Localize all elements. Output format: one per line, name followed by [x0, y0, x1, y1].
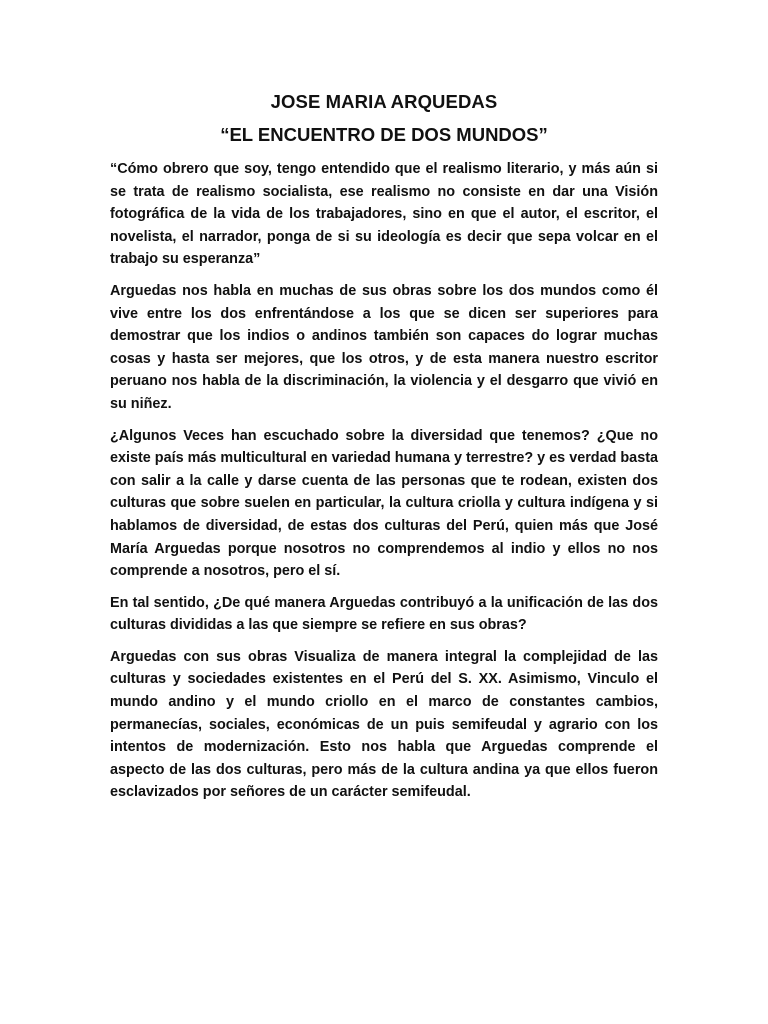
- quote-paragraph: “Cómo obrero que soy, tengo entendido que el realismo literario, y más aún si se trata de realismo socialista, ese realismo no consiste en dar una Visión fotográfica de la vida de los trabajadores, sino en que el autor, el escritor, el novelista, el narrador, ponga de si su ideología es decir que sepa volcar en el trabajo su esperanza”: [110, 161, 658, 268]
- body-paragraph-4: Arguedas con sus obras Visualiza de manera integral la complejidad de las culturas y sociedades existentes en el Perú del S. XX. Asimismo, Vinculo el mundo andino y el mundo criollo en el marco de constantes cambios, permanecías, sociales, económicas de un puis semifeudal y agrario con los intentos de modernización. Esto nos habla que Arguedas comprende el aspecto de las dos culturas, pero más de la cultura andina ya que ellos fueron esclavizados por señores de un carácter semifeudal.: [110, 648, 658, 801]
- document-title: JOSE MARIA ARQUEDAS: [270, 91, 498, 112]
- body-paragraph-2: ¿Algunos Veces han escuchado sobre la diversidad que tenemos? ¿Que no existe país más multicultural en variedad humana y terrestre? y es verdad basta con salir a la calle y darse cuenta de las personas que te rodean, existen dos culturas que sobre suelen en particular, la cultura criolla y cultura indígena y si hablamos de diversidad, de estas dos culturas del Perú, quien más que José María Arguedas porque nosotros no comprendemos al indio y ellos no nos comprende a nosotros, pero el sí.: [110, 427, 658, 580]
- body-paragraph-1: Arguedas nos habla en muchas de sus obras sobre los dos mundos como él vive entre los dos enfrentándose a los que se dicen ser superiores para demostrar que los indios o andinos también son capaces do lograr muchas cosas y hasta ser mejores, que los otros, y de esta manera nuestro escritor peruano nos habla de la discriminación, la violencia y el desgarro que vivió en su niñez.: [110, 282, 658, 412]
- document-subtitle: “EL ENCUENTRO DE DOS MUNDOS”: [220, 124, 548, 145]
- body-paragraph-3: En tal sentido, ¿De qué manera Arguedas contribuyó a la unificación de las dos culturas divididas a las que siempre se refiere en sus obras?: [110, 594, 658, 634]
- document-page: [110, 86, 658, 813]
